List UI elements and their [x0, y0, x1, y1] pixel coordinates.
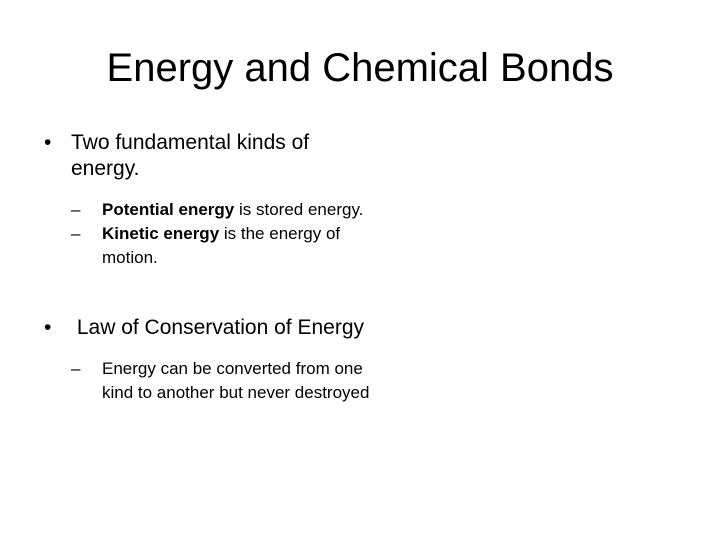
sub-bullet-text: is the energy of motion.: [102, 224, 341, 267]
bullet-text: Two fundamental kinds of energy.: [71, 131, 310, 180]
sub-bullet-text: Energy can be converted from one kind to another but never destroyed: [102, 359, 370, 402]
sub-bullet-marker: –: [71, 200, 81, 219]
bullet-text: Law of Conservation of Energy: [71, 316, 365, 339]
sub-bullet-marker: –: [71, 359, 81, 378]
sub-bullet-term: Kinetic energy: [102, 224, 220, 243]
sub-bullet-item: [71, 357, 374, 405]
sub-bullet-item: [71, 222, 374, 270]
bullet-item: [44, 315, 374, 341]
sub-bullet-marker: –: [71, 224, 81, 243]
bullet-item: [44, 130, 374, 182]
slide-title: Energy and Chemical Bonds: [106, 46, 614, 90]
bullet-marker: •: [44, 316, 52, 339]
sub-bullet-text: is stored energy.: [234, 200, 364, 219]
spacer: [44, 270, 374, 315]
sub-bullet-term: Potential energy: [102, 200, 235, 219]
sub-bullet-item: [71, 198, 374, 222]
sub-bullet-list: [71, 198, 374, 270]
bullet-list: [44, 130, 374, 405]
bullet-marker: •: [44, 131, 52, 154]
sub-bullet-list: [71, 357, 374, 405]
